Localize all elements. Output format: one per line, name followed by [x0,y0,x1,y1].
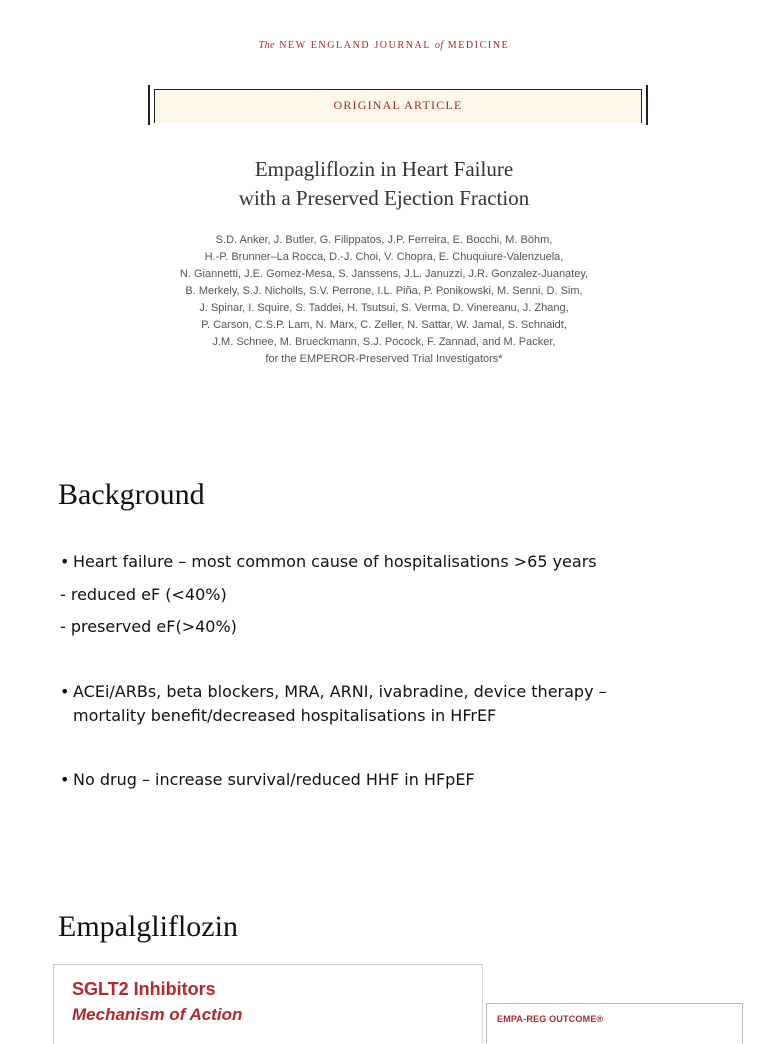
empa-reg-card [486,1003,743,1043]
sglt2-card [53,964,483,1044]
journal-of: of [434,40,444,51]
author-list [0,232,768,368]
bullet-item [60,769,475,791]
empa-reg-label: EMPA-REG OUTCOME® [497,1014,604,1024]
bullet-text: ACEi/ARBs, beta blockers, MRA, ARNI, ivabradine, device therapy – [73,682,607,701]
sub-item: - reduced eF (<40%) [60,585,227,604]
article-type-label: ORIGINAL ARTICLE [154,89,642,123]
sub-item: - preserved eF(>40%) [60,617,237,636]
bullet-marker: • [60,682,70,701]
bullet-continuation: mortality benefit/decreased hospitalisations in HFrEF [73,706,497,725]
author-line: J.M. Schnee, M. Brueckmann, S.J. Pocock, F. Zannad, and M. Packer, [212,336,556,348]
author-line: S.D. Anker, J. Butler, G. Filippatos, J.P. Ferreira, E. Bocchi, M. Böhm, [215,234,553,246]
paper-title [0,155,768,213]
background-heading: Background [58,478,205,511]
journal-masthead [0,40,768,51]
paper-title-line-2: with a Preserved Ejection Fraction [238,186,530,210]
journal-suffix: MEDICINE [447,40,510,51]
author-line: H.-P. Brunner–La Rocca, D.-J. Choi, V. Chopra, E. Chuquiure-Valenzuela, [204,251,564,263]
bullet-marker: • [60,770,70,789]
journal-prefix: The [258,40,276,51]
empagliflozin-heading: Empalgliflozin [58,910,238,943]
author-line: P. Carson, C.S.P. Lam, N. Marx, C. Zeller, N. Sattar, W. Jamal, S. Schnaidt, [201,319,567,331]
journal-name: NEW ENGLAND JOURNAL [279,40,431,51]
bullet-item [60,551,597,573]
bullet-text: Heart failure – most common cause of hospitalisations >65 years [73,552,597,571]
bullet-item [60,681,607,703]
author-line: N. Giannetti, J.E. Gomez-Mesa, S. Janssens, J.L. Januzzi, J.R. Gonzalez-Juanatey, [179,268,589,280]
paper-title-line-1: Empagliflozin in Heart Failure [254,157,514,181]
sglt2-card-subtitle: Mechanism of Action [72,1005,243,1024]
author-line: B. Merkely, S.J. Nicholls, S.V. Perrone, I.L. Piña, P. Ponikowski, M. Senni, D. Sim, [185,285,583,297]
article-type-banner [148,85,648,125]
sglt2-card-title: SGLT2 Inhibitors [72,979,216,999]
bullet-text: No drug – increase survival/reduced HHF in HFpEF [73,770,475,789]
author-line: for the EMPEROR-Preserved Trial Investigators* [265,353,503,365]
author-line: J. Spinar, I. Squire, S. Taddei, H. Tsutsui, S. Verma, D. Vinereanu, J. Zhang, [199,302,569,314]
bullet-marker: • [60,552,70,571]
